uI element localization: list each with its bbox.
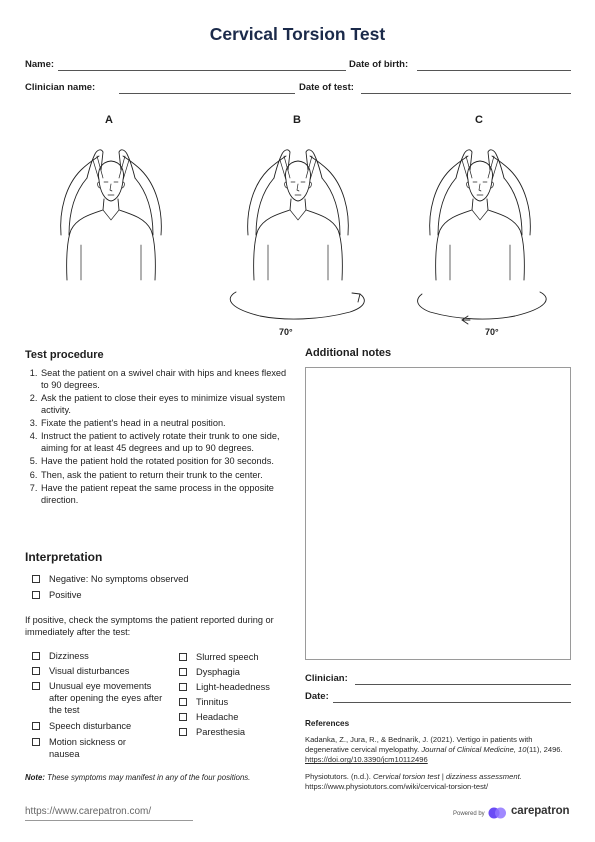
symptom-label: Paresthesia [196,727,246,737]
date-label: Date: [305,691,329,702]
reference-1 [305,735,573,766]
interpretation-instruction: If positive, check the symptoms the patient reported during or immediately after the test: [25,615,274,638]
procedure-list [25,368,287,508]
reference-1-doi-link[interactable]: https://doi.org/10.3390/jcm10112496 [305,755,428,765]
symptom-label: Motion sickness or nausea [49,737,126,759]
symptom-checkbox[interactable] [32,652,40,660]
reference-2-text: Physiotutors. (n.d.). [305,772,373,781]
symptom-checkbox[interactable] [179,713,187,721]
interpretation-title: Interpretation [25,550,103,564]
additional-notes-title: Additional notes [305,347,392,359]
reference-2 [305,772,573,792]
negative-checkbox[interactable] [32,575,40,583]
symptom-option[interactable] [179,711,238,723]
torsion-test-illustrations [0,130,595,345]
symptom-checkbox[interactable] [179,683,187,691]
symptom-checkbox[interactable] [32,738,40,746]
reference-2-link[interactable]: https://www.physiotutors.com/wiki/cervical-torsion-test/ [305,782,489,792]
procedure-step: 7. Have the patient repeat the same process in the opposite direction. [40,483,287,506]
footer-link-underline [25,820,193,821]
carepatron-logo-icon [488,805,508,821]
symptom-checkbox[interactable] [32,667,40,675]
procedure-step: 4. Instruct the patient to actively rotate their trunk to one side, aiming for at least 45 degrees and up to 90 degrees. [40,431,287,454]
symptom-label: Dizziness [49,651,89,661]
symptom-checkbox[interactable] [179,728,187,736]
symptom-label: Slurred speech [196,652,259,662]
date-of-test-label: Date of test: [299,82,354,93]
reference-1-journal: Journal of Clinical Medicine, 10 [421,745,527,755]
procedure-step: 3. Fixate the patient's head in a neutral position. [40,418,287,430]
name-field[interactable] [58,70,346,71]
symptom-option[interactable] [179,651,259,663]
procedure-step: 6. Then, ask the patient to return their trunk to the center. [40,470,287,482]
positive-label: Positive [49,590,82,600]
note-text: These symptoms may manifest in any of the four positions. [44,773,251,782]
additional-notes-box[interactable] [305,367,571,660]
figure-b-label: B [293,114,301,126]
negative-label: Negative: No symptoms observed [49,574,189,584]
symptom-checkbox[interactable] [32,682,40,690]
symptom-option[interactable] [179,696,228,708]
carepatron-brand: carepatron [511,805,570,817]
symptom-label: Headache [196,712,239,722]
procedure-title: Test procedure [25,349,104,361]
symptom-label: Visual disturbances [49,666,130,676]
note-label: Note: [25,773,45,782]
date-field[interactable] [333,702,571,703]
symptom-option[interactable] [32,736,142,760]
procedure-step: 5. Have the patient hold the rotated position for 30 seconds. [40,456,287,468]
powered-by-label: Powered by [453,811,485,817]
clinician-name-field[interactable] [119,93,295,94]
procedure-step: 2. Ask the patient to close their eyes to minimize visual system activity. [40,393,287,416]
symptom-label: Speech disturbance [49,721,132,731]
symptom-label: Tinnitus [196,697,229,707]
symptom-checkbox[interactable] [179,668,187,676]
references-title: References [305,719,350,728]
procedure-step: 1. Seat the patient on a swivel chair with hips and knees flexed to 90 degrees. [40,368,287,391]
symptom-option[interactable] [179,666,240,678]
negative-option[interactable] [32,573,189,585]
symptom-option[interactable] [179,681,270,693]
clinician-label: Clinician: [305,673,348,684]
reference-1-details: (11), 2496. [526,745,563,755]
dob-label: Date of birth: [349,59,409,70]
positive-option[interactable] [32,589,82,601]
reference-1-text: Kadanka, Z., Jura, R., & Bednarik, J. (2021). Vertigo in patients with degenerative cervical myelopathy. [305,735,533,755]
symptom-label: Unusual eye movements after opening the eyes after the test [49,681,163,715]
name-label: Name: [25,59,55,70]
symptom-option[interactable] [32,680,172,716]
symptom-checkbox[interactable] [32,722,40,730]
dob-field[interactable] [417,70,571,71]
clinician-name-label: Clinician name: [25,82,96,93]
date-of-test-field[interactable] [361,93,571,94]
symptom-option[interactable] [32,650,172,662]
positive-checkbox[interactable] [32,591,40,599]
symptom-label: Light-headedness [196,682,270,692]
footer-website-link[interactable]: https://www.carepatron.com/ [25,806,152,817]
symptom-option[interactable] [32,665,172,677]
symptom-label: Dysphagia [196,667,240,677]
symptom-checkbox[interactable] [179,653,187,661]
figure-c-angle: 70° [485,327,499,337]
page-title: Cervical Torsion Test [209,24,386,44]
symptom-checkbox[interactable] [179,698,187,706]
symptom-note [25,773,287,783]
symptom-option[interactable] [179,726,245,738]
figure-c-label: C [475,114,483,126]
symptom-option[interactable] [32,720,172,732]
figure-b-angle: 70° [279,327,293,337]
figure-a-label: A [105,114,113,126]
reference-2-title: Cervical torsion test | dizziness assessment. [372,772,522,781]
clinician-signature-field[interactable] [355,684,571,685]
